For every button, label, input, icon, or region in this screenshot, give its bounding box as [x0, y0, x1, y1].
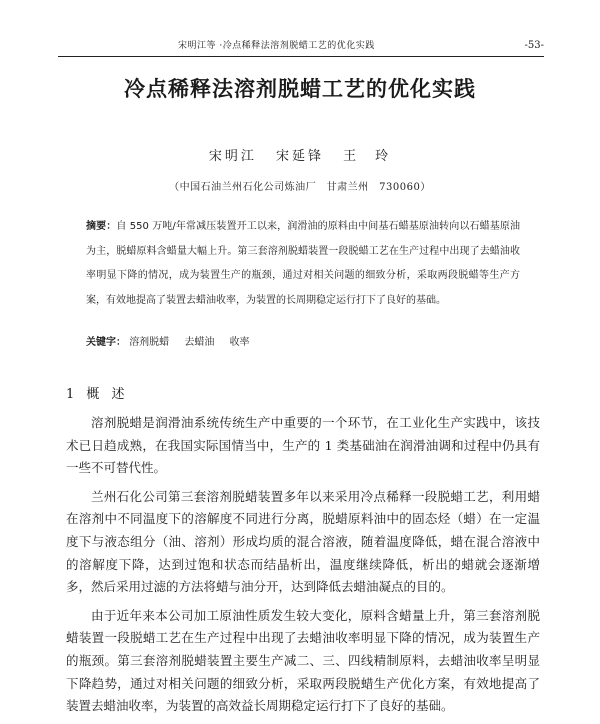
- keyword: 收率: [229, 337, 250, 348]
- body-paragraph: 溶剂脱蜡是润滑油系统传统生产中重要的一个环节，在工业化生产实践中，该技术已日趋成熟，在我国实际国情当中，生产的 1 类基础油在润滑油调和过程中仍具有一些不可替代性。: [66, 415, 540, 476]
- author: 宋明江: [208, 149, 257, 164]
- keywords-label: 关键字：: [86, 337, 126, 348]
- abstract-label: 摘要：: [86, 221, 117, 232]
- author: 宋延锋: [275, 149, 324, 164]
- keyword: 溶剂脱蜡: [129, 337, 170, 348]
- body-paragraph: 由于近年来本公司加工原油性质发生较大变化，原料含蜡量上升，第三套溶剂脱蜡装置一段脱蜡工艺在生产过程中出现了去蜡油收率明显下降的情况，成为装置生产的瓶颈。第三套溶剂脱蜡装置主要生产减二、三、四线精制原料，去蜡油收率呈明显下降趋势，通过对相关问题的细致分析，采取两段脱蜡生产优化方案，有效地提高了装置去蜡油收率，为装置的高效益长周期稳定运行打下了良好的基础。: [66, 607, 540, 714]
- body-paragraph: 兰州石化公司第三套溶剂脱蜡装置多年以来采用冷点稀释一段脱蜡工艺，利用蜡在溶剂中不同温度下的溶解度不同进行分离，脱蜡原料油中的固态烃（蜡）在一定温度下与液态组分（油、溶剂）形成均质的混合溶液，随着温度降低，蜡在混合溶液中的溶解度下降，达到过饱和状态而结晶析出，温度继续降低，析出的蜡就会逐渐增多，然后采用过滤的方法将蜡与油分开，达到降低去蜡油凝点的目的。: [66, 488, 540, 595]
- paper-title: 冷点稀释法溶剂脱蜡工艺的优化实践: [124, 77, 476, 101]
- page-number: -53-: [524, 40, 544, 51]
- abstract: [86, 215, 520, 314]
- running-header: [58, 36, 544, 57]
- keyword: 去蜡油: [184, 337, 215, 348]
- keywords: [86, 334, 520, 352]
- abstract-text: 自 550 万吨/年常减压装置开工以来，润滑油的原料由中间基石蜡基原油转向以石蜡基原油为主，脱蜡原料含蜡量大幅上升。第三套溶剂脱蜡装置一段脱蜡工艺在生产过程中出现了去蜡油收率明显下降的情况，成为装置生产的瓶颈，通过对相关问题的细致分析，采取两段脱蜡等生产方案，有效地提高了装置去蜡油收率，为装置的长周期稳定运行打下了良好的基础。: [86, 221, 520, 307]
- running-title: 宋明江等 ·冷点稀释法溶剂脱蜡工艺的优化实践: [178, 41, 375, 51]
- affiliation: （中国石油兰州石化公司炼油厂 甘肃兰州 730060）: [169, 182, 431, 193]
- author-list: [0, 145, 600, 164]
- author: 王 玲: [343, 149, 392, 164]
- section-body: [66, 412, 540, 724]
- section-heading: 1 概 述: [66, 387, 129, 402]
